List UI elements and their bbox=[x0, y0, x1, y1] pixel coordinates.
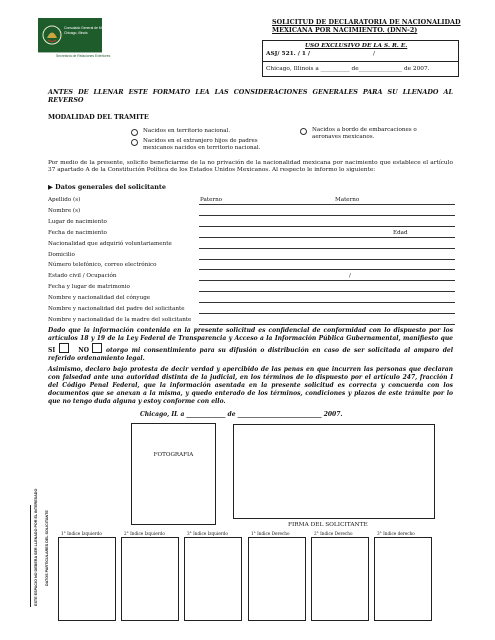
personal-field-label: Nacionalidad que adquirió voluntariamente bbox=[48, 240, 172, 247]
office-place-date: Chicago, Illinois a __________ de_______________ de 2007. bbox=[266, 66, 430, 72]
fingerprint-label: 3° Indice Izquierdo bbox=[187, 531, 228, 536]
consent-si-checkbox[interactable] bbox=[59, 343, 69, 353]
personal-data-heading bbox=[48, 183, 166, 191]
personal-data-heading-text: Datos generales del solicitante bbox=[55, 183, 166, 191]
materno-label: Materno bbox=[335, 197, 360, 203]
eagle-emblem-icon bbox=[42, 23, 62, 47]
office-use-box bbox=[262, 40, 459, 77]
logo-line-1: Consulado General de México bbox=[64, 26, 110, 30]
personal-field-row bbox=[48, 317, 455, 325]
personal-field-row bbox=[48, 273, 455, 281]
personal-field-label: Nombre y nacionalidad del cónyuge bbox=[48, 295, 151, 302]
personal-field-row bbox=[48, 241, 455, 249]
personal-field-label: Fecha de nacimiento bbox=[48, 229, 107, 236]
personal-field-input[interactable] bbox=[199, 324, 455, 325]
modality-b-label: Nacidos en el extranjero hijos de padres mexicanos nacidos en territorio nacional. bbox=[143, 138, 261, 151]
office-use-heading: USO EXCLUSIVO DE LA S. R. E. bbox=[305, 43, 408, 49]
asj-number: ASJ/ 521. / 1 / bbox=[266, 51, 311, 57]
signature-date-line: Chicago, IL a _____________ de ____________________________ 2007. bbox=[140, 411, 343, 418]
consent-paragraph bbox=[48, 327, 453, 363]
modality-b-radio[interactable] bbox=[131, 139, 138, 146]
personal-field-row bbox=[48, 208, 455, 216]
personal-field-label: Domicilio bbox=[48, 251, 75, 258]
personal-field-input[interactable] bbox=[199, 269, 455, 270]
side-divider bbox=[30, 505, 31, 607]
side-note-official: ESTE ESPACIO NO DEBERA SER LLENADO POR EL INTERESADO bbox=[34, 488, 38, 606]
consent-si-label: SI bbox=[48, 347, 56, 354]
personal-field-row bbox=[48, 284, 455, 292]
personal-field-label: Estado civil / Ocupación bbox=[48, 273, 117, 280]
fingerprint-box[interactable] bbox=[184, 531, 242, 621]
fingerprint-label: 2° Indice Derecho bbox=[314, 531, 353, 536]
personal-field-label: Nombre (s) bbox=[48, 207, 81, 214]
personal-field-label: Nombre y nacionalidad del padre del solicitante bbox=[48, 306, 185, 312]
personal-field-row bbox=[48, 252, 455, 260]
personal-field-input[interactable] bbox=[199, 291, 455, 292]
request-paragraph: Por medio de la presente, solicito beneficiarme de la no privación de la nacionalidad mexicana por nacimiento que establece el artículo 37 apartado A de la Constitución Política de los Estados Unidos Mexicanos. Al respecto le informo lo siguiente: bbox=[48, 160, 453, 174]
fingerprint-label: 1° Indice Derecho bbox=[251, 531, 290, 536]
personal-field-input[interactable] bbox=[199, 313, 455, 314]
form-title bbox=[272, 18, 462, 34]
personal-field-row bbox=[48, 306, 455, 314]
civil-status-slash: / bbox=[349, 273, 351, 280]
personal-field-row bbox=[48, 295, 455, 303]
personal-field-input[interactable] bbox=[199, 237, 455, 238]
consulate-logo bbox=[38, 18, 111, 59]
personal-field-input[interactable] bbox=[199, 226, 455, 227]
fingerprint-label: 3° Indice derecho bbox=[377, 531, 415, 536]
modality-a-radio[interactable] bbox=[131, 129, 138, 136]
consent-text-1: Dado que la información contenida en la presente solicitud es confidencial de conformidad con lo dispuesto por los artículos 18 y 19 de la Ley Federal de Transparencia y Acceso a la Información Pública Gubernamental, manifiesto que bbox=[48, 327, 453, 342]
edad-label: Edad bbox=[393, 229, 408, 236]
modality-c-label: Nacidos a bordo de embarcaciones o aeronaves mexicanos. bbox=[312, 127, 417, 140]
fingerprint-box[interactable] bbox=[311, 531, 369, 621]
personal-field-label: Fecha y lugar de matrimonio bbox=[48, 284, 130, 291]
fingerprint-label: 2° Indice Izquierdo bbox=[124, 531, 165, 536]
personal-field-input[interactable] bbox=[199, 259, 455, 260]
consent-no-label: NO bbox=[78, 347, 89, 354]
personal-field-label: Número telefónico, correo electrónico bbox=[48, 262, 157, 269]
fingerprint-label: 1° Indice Izquierdo bbox=[61, 531, 102, 536]
form-title-line-1: SOLICITUD DE DECLARATORIA DE NACIONALIDAD bbox=[272, 18, 461, 26]
paterno-label: Paterno bbox=[200, 197, 223, 203]
photo-box[interactable] bbox=[131, 423, 216, 525]
personal-field-label: Nombre y nacionalidad de la madre del solicitante bbox=[48, 316, 192, 323]
fingerprint-box[interactable] bbox=[374, 531, 432, 621]
personal-field-input[interactable] bbox=[199, 204, 455, 205]
personal-field-input[interactable] bbox=[199, 302, 455, 303]
personal-field-label: Lugar de nacimiento bbox=[48, 218, 107, 225]
fingerprint-box[interactable] bbox=[248, 531, 306, 621]
asj-slash: / bbox=[373, 51, 375, 57]
signature-label: FIRMA DEL SOLICITANTE bbox=[288, 522, 368, 528]
instructions-warning: ANTES DE LLENAR ESTE FORMATO LEA LAS CONSIDERACIONES GENERALES PARA SU LLENADO AL REVERSO bbox=[48, 88, 453, 104]
fingerprint-box[interactable] bbox=[58, 531, 116, 621]
personal-field-input[interactable] bbox=[199, 248, 455, 249]
modality-a-label: Nacidos en territorio nacional. bbox=[143, 128, 231, 134]
personal-field-row bbox=[48, 219, 455, 227]
modality-heading: MODALIDAD DEL TRAMITE bbox=[48, 113, 149, 121]
fingerprint-box[interactable] bbox=[121, 531, 179, 621]
arrow-icon: ▶ bbox=[48, 183, 53, 191]
personal-field-label: Apellido (s) bbox=[48, 197, 81, 203]
declaration-paragraph: Asimismo, declaro bajo protesta de decir verdad y apercibido de las penas en que incurren las personas que declaran con falsedad ante una autoridad distinta de la judicial, en los términos de lo dispuesto por el artículo 247, fracción I del Código Penal Federal, que la información asentada en la presente solicitud es correcta y concuerda con los documentos que se anexan a la misma, y quedo enterado de los términos, condiciones y plazos de este trámite por lo que no tengo duda alguna y estoy conforme con ello. bbox=[48, 366, 453, 405]
personal-field-input[interactable] bbox=[199, 215, 455, 216]
personal-field-row bbox=[48, 262, 455, 270]
signature-box[interactable] bbox=[233, 424, 435, 519]
personal-field-row bbox=[48, 230, 455, 238]
photo-label: FOTOGRAFIA bbox=[153, 452, 194, 458]
consent-no-checkbox[interactable] bbox=[92, 343, 102, 353]
form-title-line-2: MEXICANA POR NACIMIENTO. (DNN-2) bbox=[272, 26, 418, 34]
logo-footer bbox=[38, 52, 111, 59]
personal-field-row bbox=[48, 197, 455, 205]
personal-field-input[interactable] bbox=[199, 280, 455, 281]
logo-line-2: Chicago, Illinois bbox=[64, 31, 88, 35]
modality-c-radio[interactable] bbox=[300, 128, 307, 135]
logo-footer-text: Secretaría de Relaciones Exteriores bbox=[56, 53, 111, 58]
side-note-applicant: DATOS PARTICULARES DEL SOLICITANTE bbox=[45, 510, 49, 586]
consent-text-2: otorgo mi consentimiento para su difusión o distribución en caso de ser solicitada al amparo del referido ordenamiento legal. bbox=[48, 347, 454, 362]
office-box-divider bbox=[262, 61, 459, 62]
